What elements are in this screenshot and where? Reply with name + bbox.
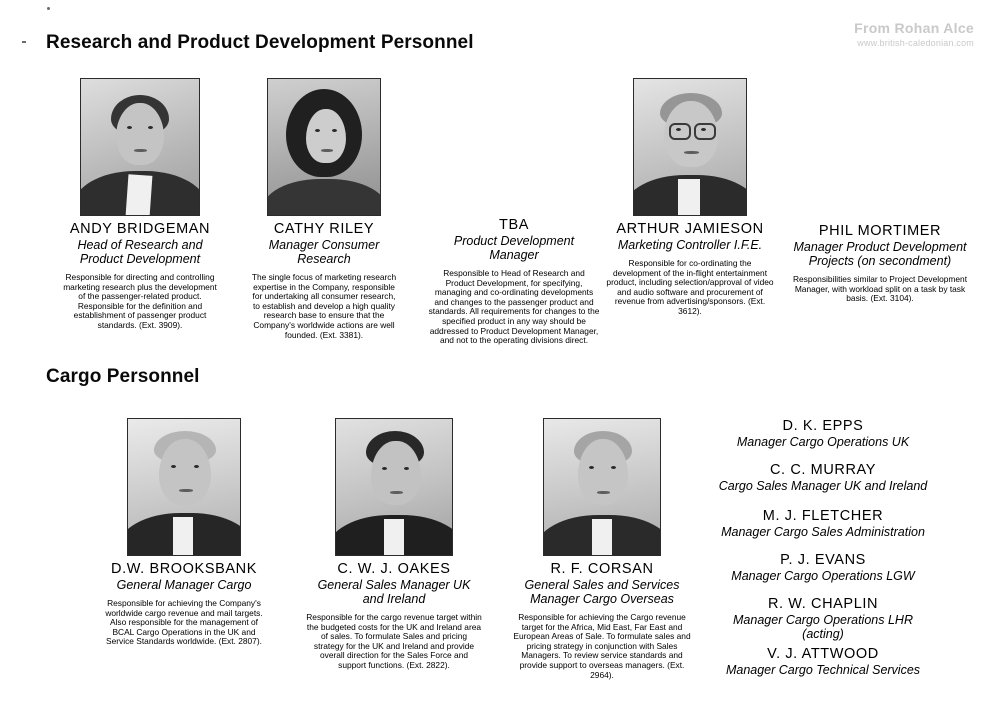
person-description: The single focus of marketing research expertise in the Company, responsible for undertaking all consumer research, to establish and develop a high quality research base to ensure that the Company's worldwide actions are well founded. (Ext. 3381). bbox=[251, 272, 397, 340]
person-card-rf-corsan bbox=[510, 418, 694, 680]
credit-author: From Rohan Alce bbox=[854, 20, 974, 36]
person-card-phil-mortimer bbox=[790, 218, 970, 304]
person-entry-pj-evans bbox=[718, 552, 928, 583]
person-name: ANDY BRIDGEMAN bbox=[69, 221, 211, 237]
portrait-photo-cwj-oakes bbox=[335, 418, 453, 556]
person-title: Manager Cargo Operations UK bbox=[736, 435, 910, 449]
person-card-cathy-riley bbox=[248, 78, 400, 340]
person-entry-rw-chaplin bbox=[718, 596, 928, 641]
person-title: Manager Product Development Projects (on secondment) bbox=[793, 240, 967, 268]
credit-website: www.british-caledonian.com bbox=[857, 38, 974, 48]
person-card-tba bbox=[428, 212, 600, 346]
section-title-research: Research and Product Development Personnel bbox=[46, 32, 474, 53]
person-title: Manager Consumer Research bbox=[268, 238, 380, 266]
person-description: Responsible for achieving the Company's worldwide cargo revenue and mail targets. Also responsible for the management of BCAL Cargo Operations in the UK and Service Standards worldwide. (Ext. 2807). bbox=[105, 598, 263, 647]
person-description: Responsible for the cargo revenue target within the budgeted costs for the UK and Ireland area of sales. To formulate Sales and pricing strategy for the UK and Ireland and provide overall direction for the Sales Force and support functions. (Ext. 2822). bbox=[306, 612, 482, 670]
person-name: TBA bbox=[499, 217, 529, 233]
person-title: Manager Cargo Operations LGW bbox=[731, 569, 915, 583]
person-name: C. W. J. OAKES bbox=[337, 561, 451, 577]
person-name: R. F. CORSAN bbox=[550, 561, 654, 577]
person-description: Responsibilities similar to Project Development Manager, with workload split on a task by task basis. (Ext. 3104). bbox=[792, 274, 968, 304]
portrait-photo-cathy-riley bbox=[267, 78, 381, 216]
person-name: D. K. EPPS bbox=[782, 418, 864, 434]
person-name: CATHY RILEY bbox=[273, 221, 375, 237]
scan-speck bbox=[47, 7, 50, 10]
person-description: Responsible for directing and controlling marketing research plus the development of the passenger-related product. Responsible for the definition and establishment of passenger product standards. (Ext. 3909). bbox=[63, 272, 217, 330]
person-name: PHIL MORTIMER bbox=[818, 223, 942, 239]
person-title: Manager Cargo Technical Services bbox=[725, 663, 921, 677]
person-name: M. J. FLETCHER bbox=[762, 508, 884, 524]
person-card-cwj-oakes bbox=[306, 418, 482, 671]
person-entry-mj-fletcher bbox=[718, 508, 928, 539]
person-name: R. W. CHAPLIN bbox=[767, 596, 879, 612]
person-title: Manager Cargo Sales Administration bbox=[721, 525, 925, 539]
portrait-photo-andy-bridgeman bbox=[80, 78, 200, 216]
portrait-photo-dw-brooksbank bbox=[127, 418, 241, 556]
person-title: General Sales and Services Manager Cargo Overseas bbox=[524, 578, 680, 606]
section-title-cargo: Cargo Personnel bbox=[46, 366, 200, 387]
person-name: D.W. BROOKSBANK bbox=[111, 561, 257, 577]
person-name: P. J. EVANS bbox=[780, 552, 866, 568]
person-entry-cc-murray bbox=[718, 462, 928, 493]
portrait-photo-rf-corsan bbox=[543, 418, 661, 556]
person-title: General Sales Manager UK and Ireland bbox=[317, 578, 471, 606]
watermark-credit bbox=[854, 20, 974, 50]
person-entry-dk-epps bbox=[718, 418, 928, 449]
person-card-andy-bridgeman bbox=[60, 78, 220, 331]
person-card-arthur-jamieson bbox=[604, 78, 776, 317]
person-title: Manager Cargo Operations LHR (acting) bbox=[733, 613, 913, 641]
person-name: ARTHUR JAMIESON bbox=[616, 221, 764, 237]
person-card-dw-brooksbank bbox=[98, 418, 270, 647]
person-title: Cargo Sales Manager UK and Ireland bbox=[718, 479, 928, 493]
person-title: General Manager Cargo bbox=[116, 578, 252, 592]
scan-speck bbox=[22, 41, 26, 43]
person-description: Responsible for co-ordinating the development of the in-flight entertainment product, including selection/approval of video and audio software and procurement of revenue from advertising/sponsors. (Ext. 3612). bbox=[606, 258, 774, 316]
person-entry-vj-attwood bbox=[718, 646, 928, 677]
person-name: C. C. MURRAY bbox=[769, 462, 877, 478]
person-title: Head of Research and Product Development bbox=[77, 238, 203, 266]
person-title: Product Development Manager bbox=[453, 234, 575, 262]
person-description: Responsible to Head of Research and Product Development, for specifying, managing and co-ordinating developments and changes to the passenger product and standards. All requirements for changes to the specified product in any way should be addressed to Product Development Manager, and not to the operating divisions direct. bbox=[428, 268, 600, 346]
person-description: Responsible for achieving the Cargo revenue target for the Africa, Mid East, Far East and European Areas of Sale. To formulate sales and pricing strategy in conjunction with Sales Managers. To review service standards and provide support to overseas managers. (Ext. 2964). bbox=[513, 612, 691, 680]
person-name: V. J. ATTWOOD bbox=[767, 646, 879, 662]
portrait-photo-arthur-jamieson bbox=[633, 78, 747, 216]
person-title: Marketing Controller I.F.E. bbox=[617, 238, 763, 252]
